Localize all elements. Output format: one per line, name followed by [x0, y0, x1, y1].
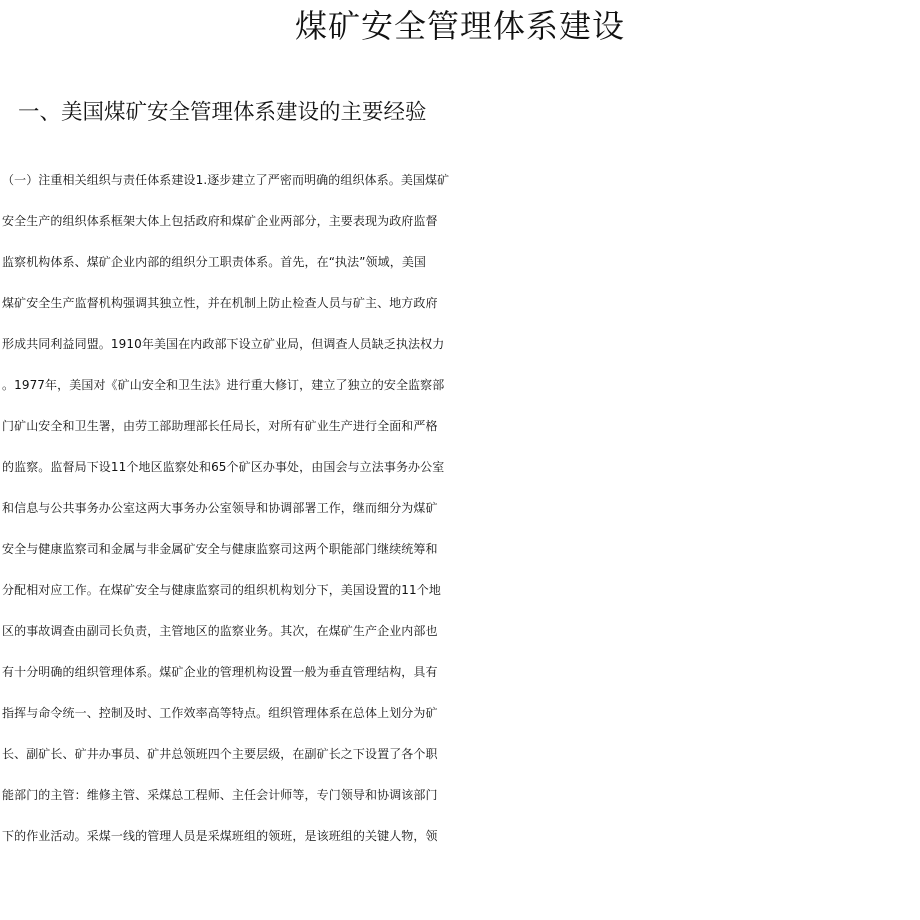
document-title: 煤矿安全管理体系建设	[294, 7, 625, 45]
body-text-line: 的监察。监督局下设11个地区监察处和65个矿区办事处，由国会与立法事务办公室	[2, 460, 445, 474]
body-text-line: 指挥与命令统一、控制及时、工作效率高等特点。组织管理体系在总体上划分为矿	[2, 706, 438, 720]
body-text-line: 煤矿安全生产监督机构强调其独立性，并在机制上防止检查人员与矿主、地方政府	[2, 296, 438, 310]
body-text-line: 能部门的主管：维修主管、采煤总工程师、主任会计师等，专门领导和协调该部门	[2, 788, 438, 802]
body-text-line: 门矿山安全和卫生署，由劳工部助理部长任局长，对所有矿业生产进行全面和严格	[2, 419, 438, 433]
section-heading: 一、美国煤矿安全管理体系建设的主要经验	[18, 100, 427, 125]
body-paragraph	[0, 160, 920, 857]
body-text-line: 分配相对应工作。在煤矿安全与健康监察司的组织机构划分下，美国设置的11个地	[2, 583, 441, 597]
body-text-line: 安全与健康监察司和金属与非金属矿安全与健康监察司这两个职能部门继续统筹和	[2, 542, 438, 556]
body-text-line: （一）注重相关组织与责任体系建设1.逐步建立了严密而明确的组织体系。美国煤矿	[2, 173, 450, 187]
body-text-line: 长、副矿长、矿井办事员、矿井总领班四个主要层级，在副矿长之下设置了各个职	[2, 747, 438, 761]
body-text-line: 形成共同利益同盟。1910年美国在内政部下设立矿业局，但调查人员缺乏执法权力	[2, 337, 445, 351]
body-text-line: 监察机构体系、煤矿企业内部的组织分工职责体系。首先，在“执法”领域，美国	[2, 255, 427, 269]
body-text-line: 有十分明确的组织管理体系。煤矿企业的管理机构设置一般为垂直管理结构，具有	[2, 665, 438, 679]
body-text-line: 区的事故调查由副司长负责，主管地区的监察业务。其次，在煤矿生产企业内部也	[2, 624, 438, 638]
body-text-line: 。1977年，美国对《矿山安全和卫生法》进行重大修订，建立了独立的安全监察部	[2, 378, 445, 392]
body-text-line: 安全生产的组织体系框架大体上包括政府和煤矿企业两部分，主要表现为政府监督	[2, 214, 438, 228]
body-text-line: 下的作业活动。采煤一线的管理人员是采煤班组的领班，是该班组的关键人物，领	[2, 829, 438, 843]
body-text-line: 和信息与公共事务办公室这两大事务办公室领导和协调部署工作，继而细分为煤矿	[2, 501, 438, 515]
